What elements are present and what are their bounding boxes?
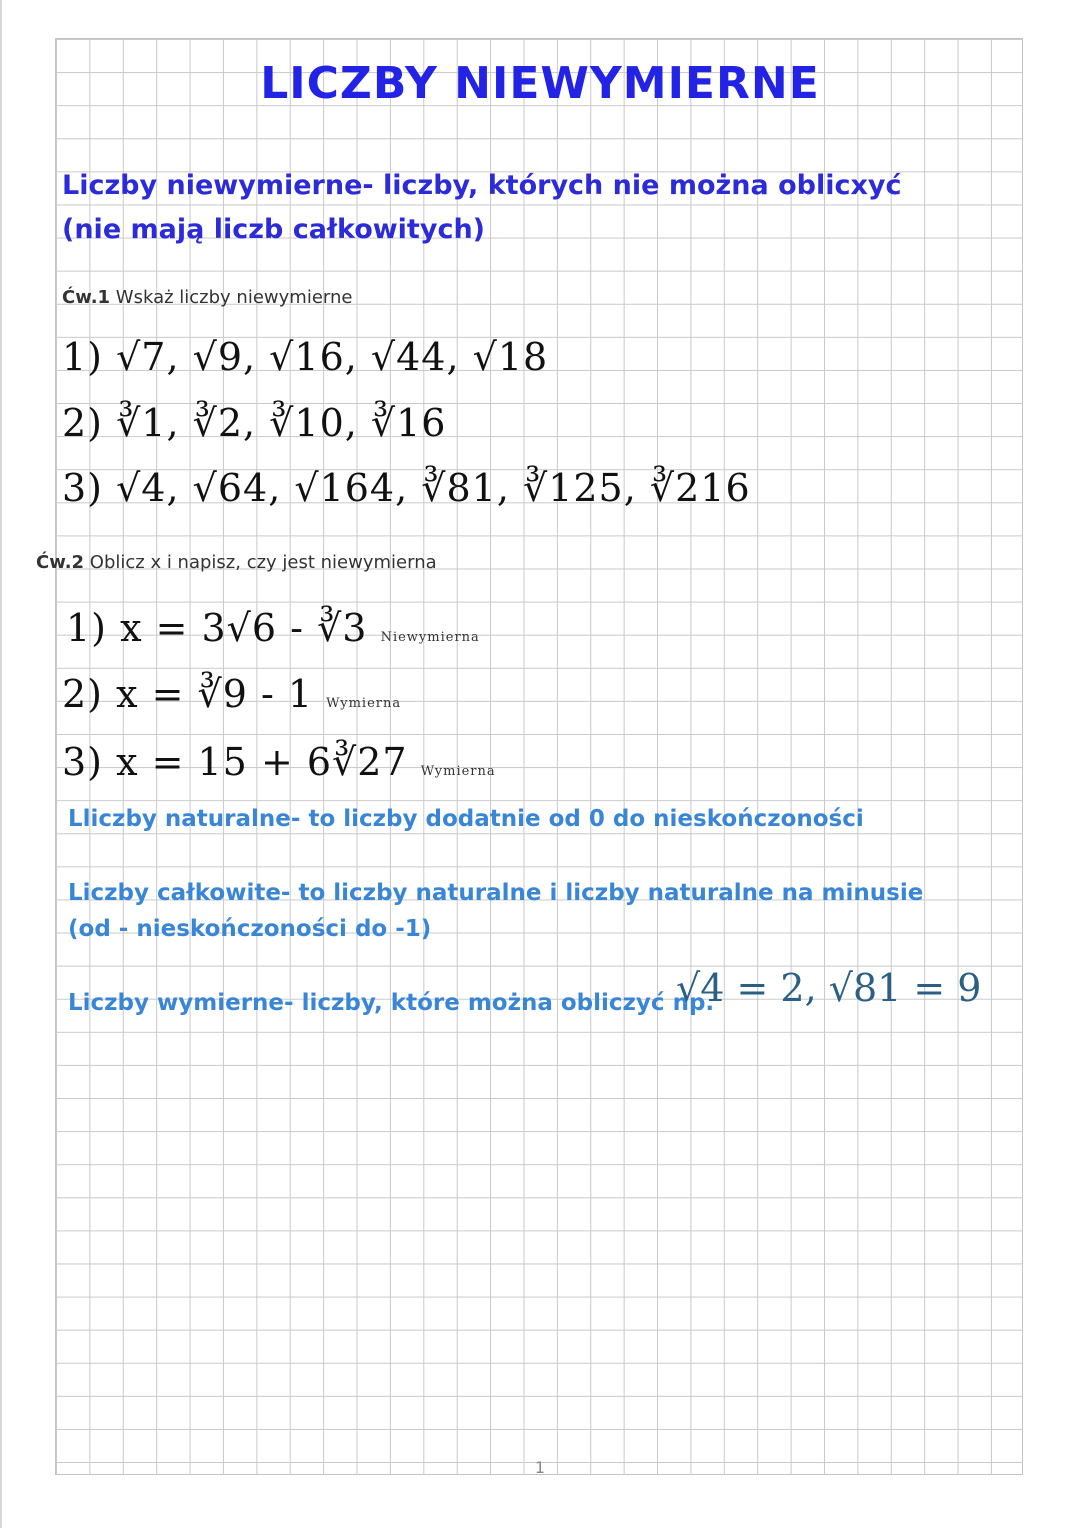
exercise2-item-1 [66,606,480,650]
definition-integer-line1: Liczby całkowite- to liczby naturalne i liczby naturalne na minusie [68,880,924,906]
exercise2-item-3 [62,740,496,784]
exercise1-row-3: 3) √4, √64, √164, ∛81, ∛125, ∛216 [62,466,751,510]
definition-natural: Lliczby naturalne- to liczby dodatnie od 0 do nieskończoności [68,806,864,832]
exercise2-heading [36,552,437,573]
page-title: LICZBY NIEWYMIERNE [260,58,820,109]
exercise2-note-1: Niewymierna [380,630,480,645]
definition-irrational-line2: (nie mają liczb całkowitych) [62,214,486,245]
exercise1-row-1: 1) √7, √9, √16, √44, √18 [62,335,549,379]
definition-irrational-line1: Liczby niewymierne- liczby, których nie można oblicxyć [62,170,902,201]
definition-integer-line2: (od - nieskończoności do -1) [68,916,432,942]
exercise1-row-2: 2) ∛1, ∛2, ∛10, ∛16 [62,401,447,445]
exercise1-heading [62,287,352,308]
exercise1-label: Ćw.1 [62,287,111,308]
page-number: 1 [534,1458,546,1477]
exercise2-expr-1: 1) x = 3√6 - ∛3 [66,606,368,650]
exercise2-item-2 [62,672,401,716]
exercise2-note-3: Wymierna [420,764,496,779]
exercise1-prompt: Wskaż liczby niewymierne [115,287,353,308]
definition-rational: Liczby wymierne- liczby, które można obliczyć np. [68,990,715,1016]
exercise2-label: Ćw.2 [36,552,85,573]
exercise2-prompt: Oblicz x i napisz, czy jest niewymierna [89,552,437,573]
exercise2-expr-2: 2) x = ∛9 - 1 [62,672,314,716]
exercise2-note-2: Wymierna [326,696,402,711]
definition-rational-example: √4 = 2, √81 = 9 [676,966,982,1010]
exercise2-expr-3: 3) x = 15 + 6∛27 [62,740,408,784]
